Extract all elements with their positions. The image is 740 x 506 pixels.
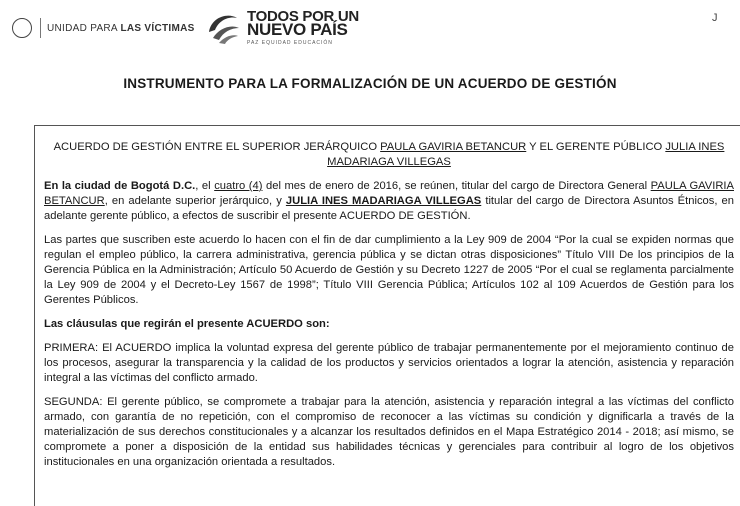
letterhead (0, 0, 740, 60)
law-paragraph: Las partes que suscriben este acuerdo lo hacen con el fin de dar cumplimiento a la Ley 909 de 2004 “Por la cual se expiden normas que regulan el empleo público, la carrera administrativa, gerencia pública y se dictan otras disposiciones” Título VIII De los principios de la Gerencia Pública en la Administración; Artículo 50 Acuerdo de Gestión y su Decreto 1227 de 2005 “Por el cual se reglamenta parcialmente la Ley 909 de 2004 y el Decreto-Ley 1567 de 1998”; Título VIII Gerencia Pública; Artículos 102 al 109 Acuerdos de Gestión para los Gerentes Públicos. (44, 234, 734, 306)
clause-primera: PRIMERA: El ACUERDO implica la voluntad expresa del gerente público de trabajar permanentemente por el mejoramiento continuo de los procesos, asegurar la transparencia y la calidad de los productos y servicios orientados a lograr la atención, asistencia y reparación integral a las víctimas del conflicto armado. (44, 342, 734, 384)
coat-of-arms-icon (12, 18, 32, 38)
org-name: UNIDAD PARA LAS VÍCTIMAS (47, 22, 195, 34)
slogan-line-1: TODOS POR UN (247, 8, 359, 25)
page-mark: J (712, 12, 718, 24)
superior-name: PAULA GAVIRIA BETANCUR (380, 141, 527, 153)
slogan-line-2: NUEVO PAÍS (247, 20, 348, 39)
todos-por-un-nuevo-pais-logo (205, 10, 359, 50)
clause-segunda: SEGUNDA: El gerente público, se compromete a trabajar para la atención, asistencia y reparación integral a las víctimas del conflicto armado, con garantía de no repetición, con el compromiso de reconocer a las víctimas su condición y dignificarla a través de la materialización de sus derechos constitucionales y a alcanzar los resultados definidos en el Mapa Estratégico 2014 - 2018; así mismo, se compromete a poner a disposición de la entidad sus habilidades técnicas y gerenciales para contribuir al logro de los objetivos institucionales en una organización orientada a resultados. (44, 396, 734, 468)
swirl-logo-icon (205, 10, 241, 46)
logo-divider (40, 18, 41, 38)
document-title: INSTRUMENTO PARA LA FORMALIZACIÓN DE UN ACUERDO DE GESTIÓN (123, 76, 617, 91)
clauses-intro: Las cláusulas que regirán el presente ACUERDO son: (44, 318, 330, 330)
intro-paragraph: En la ciudad de Bogotá D.C., el cuatro (4) del mes de enero de 2016, se reúnen, titular del cargo de Directora General PAULA GAVIRIA BETANCUR, en adelante superior jerárquico, y JULIA INES MADARIAGA VILLEGAS titular del cargo de Directora Asuntos Étnicos, en adelante gerente público, a efectos de suscribir el presente ACUERDO DE GESTIÓN. (44, 180, 734, 222)
unidad-victimas-logo (12, 18, 195, 38)
agreement-heading: ACUERDO DE GESTIÓN ENTRE EL SUPERIOR JERÁRQUICO PAULA GAVIRIA BETANCUR Y EL GERENTE PÚBLICO JULIA INES MADARIAGA VILLEGAS (53, 141, 725, 168)
slogan-tagline: PAZ EQUIDAD EDUCACIÓN (247, 40, 333, 46)
document-body (44, 140, 734, 479)
gerente-name: JULIA INES MADARIAGA VILLEGAS (327, 141, 725, 168)
